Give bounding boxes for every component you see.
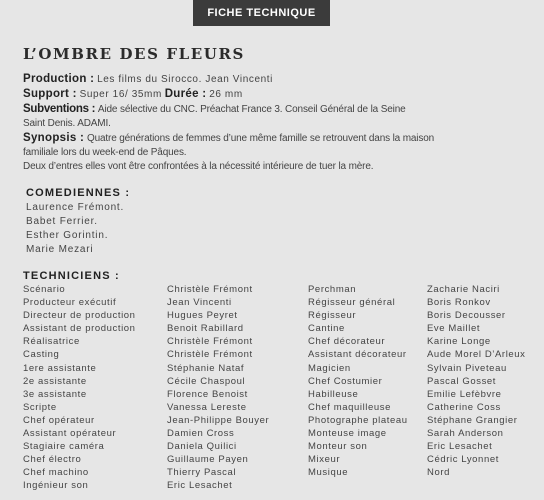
names-column-2 bbox=[427, 283, 526, 479]
synopsis-line-3 bbox=[23, 160, 533, 174]
synopsis-line bbox=[23, 131, 533, 146]
list-item: Christèle Frémont bbox=[167, 349, 253, 361]
list-item: Scénario bbox=[23, 284, 66, 295]
synopsis-value-3: Deux d’entres elles vont être confrontées à la nécessité intérieure de tuer la mère. bbox=[23, 161, 374, 172]
list-item: Zacharie Naciri bbox=[427, 284, 500, 295]
list-item: Régisseur général bbox=[308, 297, 396, 309]
comediennes-heading: COMEDIENNES : bbox=[26, 187, 131, 199]
duree-label: Durée : bbox=[164, 88, 207, 100]
list-item: Nord bbox=[427, 467, 450, 479]
list-item: Photographe plateau bbox=[308, 414, 408, 426]
list-item: Scripte bbox=[23, 401, 57, 413]
list-item: Christèle Frémont bbox=[167, 284, 253, 295]
list-item: Jean Vincenti bbox=[167, 297, 232, 309]
list-item: Chef décorateur bbox=[308, 336, 386, 348]
list-item: Cédric Lyonnet bbox=[427, 454, 499, 466]
list-item: Casting bbox=[23, 349, 60, 361]
film-title: L’OMBRE DES FLEURS bbox=[23, 45, 245, 63]
list-item: Perchman bbox=[308, 284, 357, 295]
support-label: Support : bbox=[23, 88, 77, 100]
list-item: Eve Maillet bbox=[427, 323, 481, 335]
list-item: Producteur exécutif bbox=[23, 297, 117, 309]
list-item: Stéphanie Nataf bbox=[167, 362, 245, 374]
list-item: Esther Gorintin. bbox=[26, 230, 109, 241]
list-item: Guillaume Payen bbox=[167, 454, 249, 466]
subventions-label: Subventions : bbox=[23, 103, 96, 115]
list-item: 2e assistante bbox=[23, 375, 87, 387]
list-item: Ingénieur son bbox=[23, 480, 89, 492]
list-item: Sarah Anderson bbox=[427, 428, 504, 440]
list-item: Florence Benoist bbox=[167, 388, 248, 400]
list-item: Mixeur bbox=[308, 454, 341, 466]
names-column-1 bbox=[167, 283, 269, 493]
list-item: Jean-Philippe Bouyer bbox=[167, 414, 270, 426]
list-item: Assistant opérateur bbox=[23, 428, 117, 440]
list-item: Assistant de production bbox=[23, 323, 136, 335]
support-line bbox=[23, 87, 533, 102]
tab-label: FICHE TECHNIQUE bbox=[207, 7, 316, 19]
comediennes-list bbox=[26, 201, 130, 257]
list-item: Marie Mezari bbox=[26, 244, 94, 255]
list-item: Chef machino bbox=[23, 467, 89, 479]
list-item: Benoit Rabillard bbox=[167, 323, 244, 335]
synopsis-label: Synopsis : bbox=[23, 132, 85, 144]
list-item: Habilleuse bbox=[308, 388, 359, 400]
list-item: Vanessa Lereste bbox=[167, 401, 247, 413]
list-item: Babet Ferrier. bbox=[26, 216, 98, 227]
list-item: 1ere assistante bbox=[23, 362, 97, 374]
subventions-value-2: Saint Denis. ADAMI. bbox=[23, 118, 111, 129]
subventions-line bbox=[23, 102, 533, 117]
synopsis-value-2: familiale lors du week-end de Pâques. bbox=[23, 147, 187, 158]
list-item: 3e assistante bbox=[23, 388, 87, 400]
synopsis-value: Quatre générations de femmes d’une même famille se retrouvent dans la maison bbox=[86, 133, 435, 144]
synopsis-line-2 bbox=[23, 146, 533, 160]
list-item: Chef maquilleuse bbox=[308, 401, 392, 413]
list-item: Magicien bbox=[308, 362, 351, 374]
list-item: Chef opérateur bbox=[23, 414, 95, 426]
film-info bbox=[23, 72, 533, 174]
subventions-line-2 bbox=[23, 117, 533, 131]
list-item: Régisseur bbox=[308, 310, 357, 322]
roles-column-2 bbox=[308, 283, 408, 479]
techniciens-section bbox=[23, 269, 120, 284]
list-item: Boris Ronkov bbox=[427, 297, 491, 309]
list-item: Thierry Pascal bbox=[167, 467, 237, 479]
list-item: Pascal Gosset bbox=[427, 375, 497, 387]
list-item: Cécile Chaspoul bbox=[167, 375, 246, 387]
list-item: Eric Lesachet bbox=[167, 480, 233, 492]
list-item: Réalisatrice bbox=[23, 336, 80, 348]
list-item: Monteur son bbox=[308, 441, 368, 453]
duree-value: 26 mm bbox=[209, 89, 243, 100]
list-item: Musique bbox=[308, 467, 349, 479]
list-item: Assistant décorateur bbox=[308, 349, 407, 361]
list-item: Laurence Frémont. bbox=[26, 202, 125, 213]
list-item: Aude Morel D’Arleux bbox=[427, 349, 526, 361]
subventions-value: Aide sélective du CNC. Préachat France 3. Conseil Général de la Seine bbox=[97, 104, 406, 115]
list-item: Hugues Peyret bbox=[167, 310, 238, 322]
list-item: Emilie Lefèbvre bbox=[427, 388, 502, 400]
list-item: Catherine Coss bbox=[427, 401, 501, 413]
production-label: Production : bbox=[23, 73, 95, 85]
list-item: Sylvain Piveteau bbox=[427, 362, 507, 374]
support-value: Super 16/ 35mm bbox=[79, 89, 162, 100]
comediennes-section bbox=[26, 186, 130, 257]
list-item: Chef électro bbox=[23, 454, 82, 466]
list-item: Damien Cross bbox=[167, 428, 235, 440]
fiche-technique-tab[interactable] bbox=[193, 0, 330, 26]
list-item: Eric Lesachet bbox=[427, 441, 493, 453]
list-item: Karine Longe bbox=[427, 336, 491, 348]
list-item: Boris Decousser bbox=[427, 310, 506, 322]
list-item: Stagiaire caméra bbox=[23, 441, 105, 453]
techniciens-heading: TECHNICIENS : bbox=[23, 270, 120, 282]
list-item: Chef Costumier bbox=[308, 375, 383, 387]
list-item: Cantine bbox=[308, 323, 345, 335]
roles-column-1 bbox=[23, 283, 136, 493]
list-item: Monteuse image bbox=[308, 428, 387, 440]
production-value: Les films du Sirocco. Jean Vincenti bbox=[97, 74, 274, 85]
list-item: Christèle Frémont bbox=[167, 336, 253, 348]
list-item: Stéphane Grangier bbox=[427, 414, 518, 426]
list-item: Daniela Quilici bbox=[167, 441, 237, 453]
list-item: Directeur de production bbox=[23, 310, 136, 322]
production-line bbox=[23, 72, 533, 87]
